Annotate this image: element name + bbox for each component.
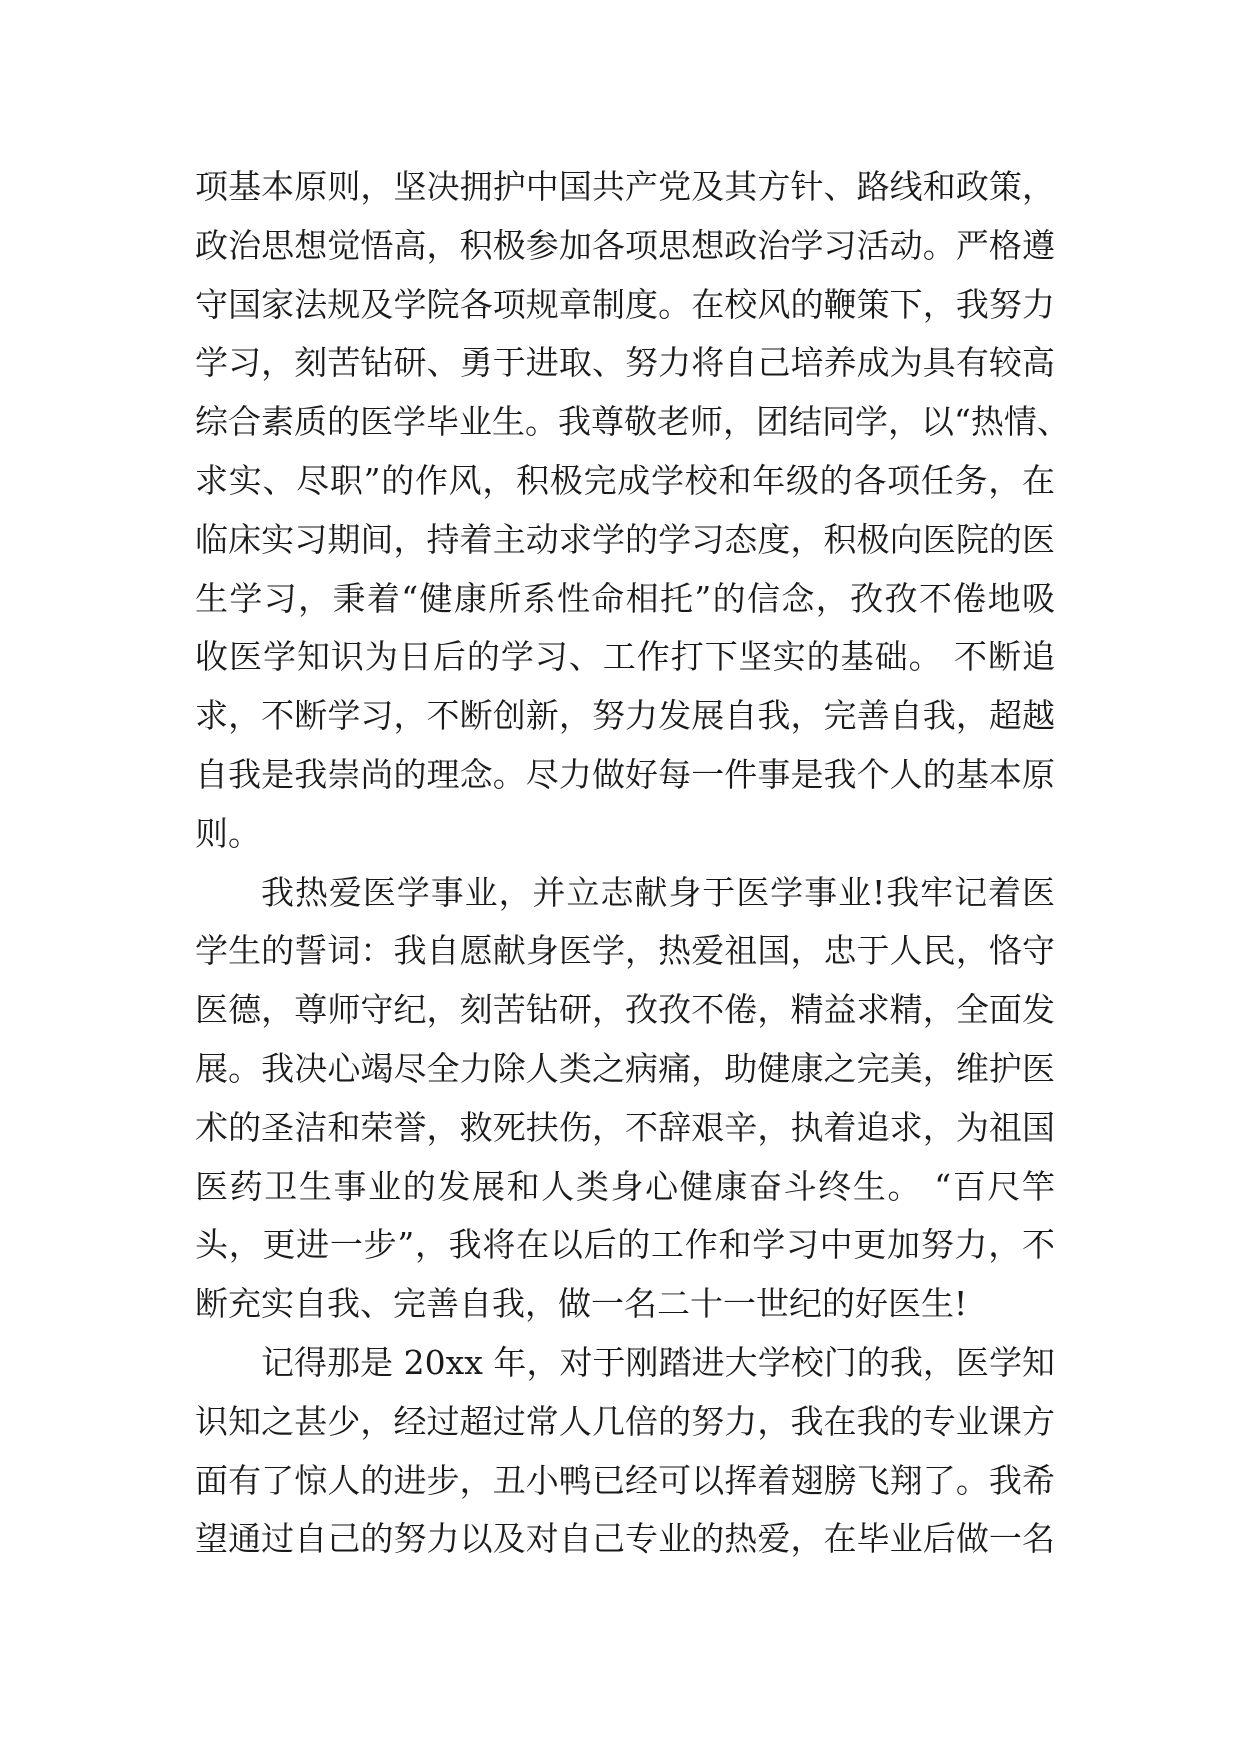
paragraph-2-line-3: 医德，尊师守纪，刻苦钻研，孜孜不倦，精益求精，全面发 bbox=[195, 990, 1055, 1030]
document-body bbox=[195, 158, 1070, 1569]
paragraph-1-line-5: 综合素质的医学毕业生。我尊敬老师，团结同学，以“热情、 bbox=[195, 402, 1070, 442]
paragraph-1-line-8: 生学习，秉着“健康所系性命相托”的信念，孜孜不倦地吸 bbox=[195, 578, 1055, 618]
paragraph-3-line-4: 望通过自己的努力以及对自己专业的热爱，在毕业后做一名 bbox=[195, 1519, 1055, 1559]
paragraph-1-line-6: 求实、尽职”的作风，积极完成学校和年级的各项任务，在 bbox=[195, 460, 1055, 500]
paragraph-2-line-2: 学生的誓词：我自愿献身医学，热爱祖国，忠于人民，恪守 bbox=[195, 931, 1055, 971]
paragraph-3-line-1: 记得那是 20xx 年，对于刚踏进大学校门的我，医学知 bbox=[261, 1342, 1055, 1382]
paragraph-3-line-3: 面有了惊人的进步，丑小鸭已经可以挥着翅膀飞翔了。我希 bbox=[195, 1460, 1055, 1500]
paragraph-1-line-9: 收医学知识为日后的学习、工作打下坚实的基础。 不断追 bbox=[195, 637, 1055, 677]
paragraph-2-line-8: 断充实自我、完善自我，做一名二十一世纪的好医生! bbox=[195, 1284, 968, 1324]
paragraph-2-line-5: 术的圣洁和荣誉，救死扶伤，不辞艰辛，执着追求，为祖国 bbox=[195, 1107, 1055, 1147]
paragraph-1-line-10: 求，不断学习，不断创新，努力发展自我，完善自我，超越 bbox=[195, 696, 1055, 736]
paragraph-2-line-7: 头，更进一步”，我将在以后的工作和学习中更加努力，不 bbox=[195, 1225, 1055, 1265]
paragraph-1-line-4: 学习，刻苦钻研、勇于进取、努力将自己培养成为具有较高 bbox=[195, 343, 1055, 383]
paragraph-3-line-2: 识知之甚少，经过超过常人几倍的努力，我在我的专业课方 bbox=[195, 1401, 1055, 1441]
paragraph-1-line-11: 自我是我崇尚的理念。尽力做好每一件事是我个人的基本原 bbox=[195, 754, 1055, 794]
paragraph-1-line-12: 则。 bbox=[195, 813, 261, 853]
paragraph-1-line-7: 临床实习期间，持着主动求学的学习态度，积极向医院的医 bbox=[195, 519, 1055, 559]
paragraph-2-line-6: 医药卫生事业的发展和人类身心健康奋斗终生。 “百尺竿 bbox=[195, 1166, 1055, 1206]
paragraph-1-line-3: 守国家法规及学院各项规章制度。在校风的鞭策下，我努力 bbox=[195, 284, 1055, 324]
paragraph-2-line-4: 展。我决心竭尽全力除人类之病痛，助健康之完美，维护医 bbox=[195, 1048, 1055, 1088]
paragraph-1-line-1: 项基本原则，坚决拥护中国共产党及其方针、路线和政策， bbox=[195, 167, 1055, 206]
paragraph-2-line-1: 我热爱医学事业，并立志献身于医学事业!我牢记着医 bbox=[261, 872, 1055, 912]
paragraph-1-line-2: 政治思想觉悟高，积极参加各项思想政治学习活动。严格遵 bbox=[195, 225, 1055, 265]
